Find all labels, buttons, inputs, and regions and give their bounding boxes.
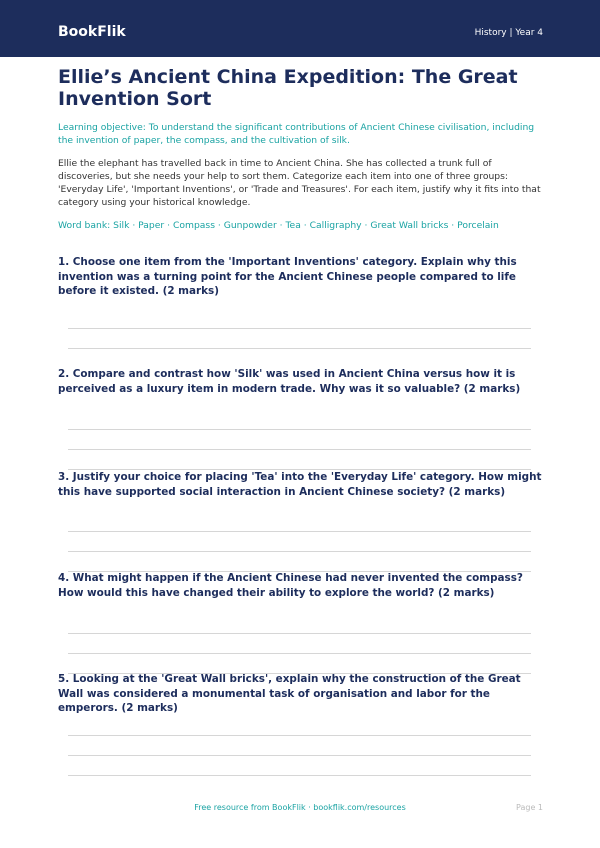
answer-line[interactable] [68, 735, 531, 736]
question-4-text: 4. What might happen if the Ancient Chinese had never invented the compass? How would this have changed their ability to explore the world? (2 marks) [58, 572, 523, 599]
question-5 [58, 672, 548, 716]
answer-line[interactable] [68, 633, 531, 634]
worksheet-title: Ellie’s Ancient China Expedition: The Great Invention Sort [58, 66, 518, 110]
intro-paragraph: Ellie the elephant has travelled back in time to Ancient China. She has collected a trunk full of discoveries, but she needs your help to sort them. Categorize each item into one of three groups: 'Everyday Life', 'Important Inventions', or 'Trade and Treasures'. For each item, justify why it fits into that category using your historical knowledge. [58, 158, 541, 208]
footer-credit[interactable]: Free resource from BookFlik · bookflik.com/resources [194, 803, 406, 812]
answer-line[interactable] [68, 328, 531, 329]
answer-line[interactable] [68, 775, 531, 776]
answer-line[interactable] [68, 348, 531, 349]
question-3-text: 3. Justify your choice for placing 'Tea' into the 'Everyday Life' category. How might this have supported social interaction in Ancient Chinese society? (2 marks) [58, 471, 542, 498]
page-number: Page 1 [516, 803, 543, 812]
answer-line[interactable] [68, 449, 531, 450]
question-4 [58, 571, 548, 600]
question-2 [58, 367, 548, 396]
question-1 [58, 255, 548, 299]
answer-line[interactable] [68, 531, 531, 532]
question-5-text: 5. Looking at the 'Great Wall bricks', explain why the construction of the Great Wall was considered a monumental task of organisation and labor for the emperors. (2 marks) [58, 673, 521, 714]
answer-line[interactable] [68, 429, 531, 430]
question-2-text: 2. Compare and contrast how 'Silk' was used in Ancient China versus how it is perceived as a luxury item in modern trade. Why was it so valuable? (2 marks) [58, 368, 521, 395]
header-bar [0, 0, 600, 57]
word-bank: Word bank: Silk · Paper · Compass · Gunpowder · Tea · Calligraphy · Great Wall bricks · Porcelain [58, 220, 499, 231]
answer-line[interactable] [68, 653, 531, 654]
question-1-text: 1. Choose one item from the 'Important Inventions' category. Explain why this invention was a turning point for the Ancient Chinese people compared to life before it existed. (2 marks) [58, 256, 517, 297]
answer-line[interactable] [68, 551, 531, 552]
subject-year-label: History | Year 4 [474, 28, 543, 38]
answer-line[interactable] [68, 755, 531, 756]
question-3 [58, 470, 548, 499]
learning-objective: Learning objective: To understand the significant contributions of Ancient Chinese civilisation, including the invention of paper, the compass, and the cultivation of silk. [58, 122, 535, 146]
brand-logo[interactable]: BookFlik [58, 24, 126, 40]
